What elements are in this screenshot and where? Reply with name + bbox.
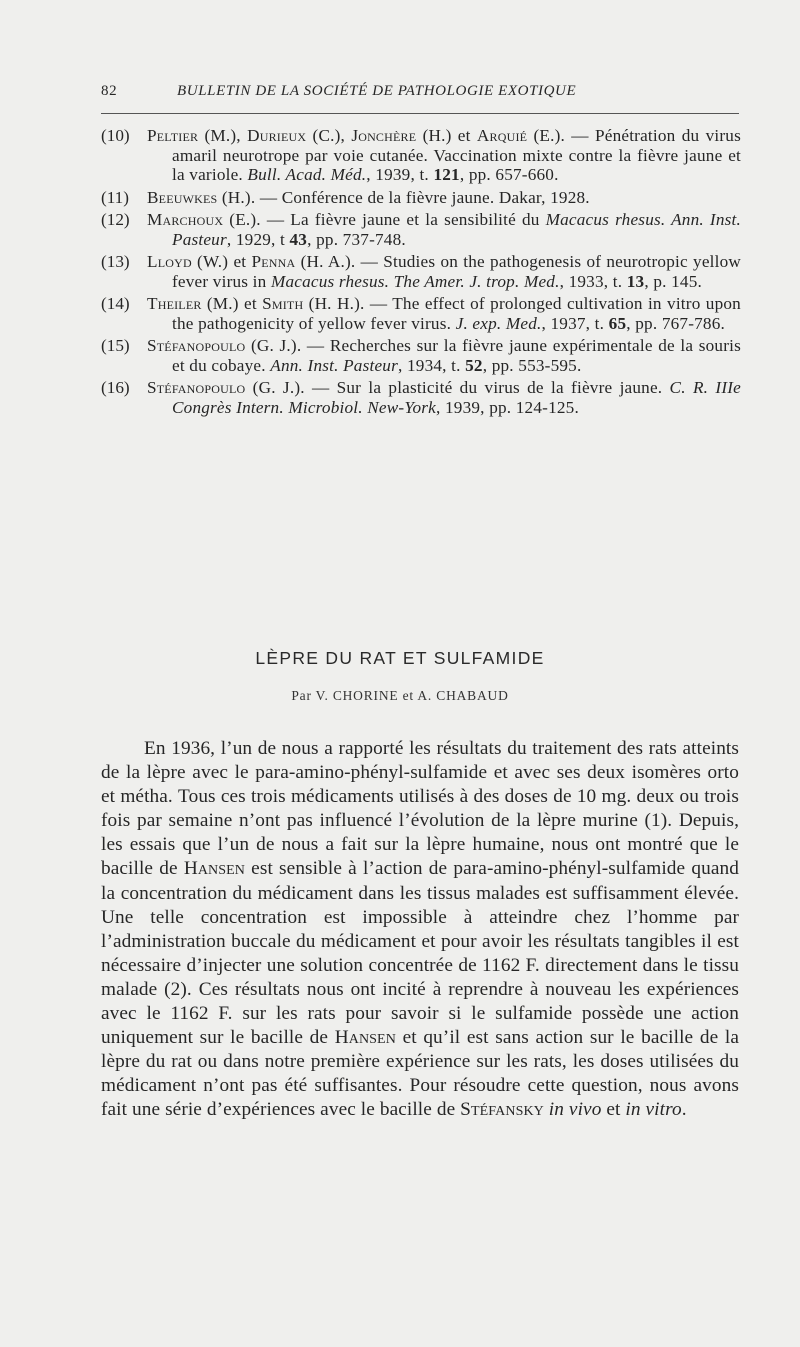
reference-item bbox=[101, 252, 741, 291]
reference-item bbox=[101, 126, 741, 185]
author-initials: (H. H.). — bbox=[303, 294, 393, 313]
body-text: . bbox=[681, 1099, 687, 1121]
reference-title: La fièvre jaune et la sensibilité du bbox=[290, 210, 546, 229]
reference-number: (11) bbox=[101, 187, 129, 207]
author-name: Jonchère bbox=[351, 126, 417, 145]
author-name: Peltier bbox=[147, 126, 199, 145]
author-initials: (G. J.). — bbox=[245, 336, 330, 355]
author-initials: (G. J.). — bbox=[245, 378, 337, 397]
reference-text bbox=[147, 378, 741, 417]
reference-year: , 1933, t. bbox=[559, 271, 627, 291]
author-name: Marchoux bbox=[147, 210, 224, 229]
reference-journal: Ann. Inst. Pasteur bbox=[270, 355, 398, 375]
proper-name: Stéfansky bbox=[460, 1099, 544, 1121]
reference-number: (16) bbox=[101, 378, 130, 397]
reference-text bbox=[147, 126, 741, 185]
reference-journal: J. exp. Med. bbox=[455, 313, 542, 333]
reference-title: The effect of prolonged cultivation in vitro upon the pathogenicity of yellow fever virus. bbox=[172, 294, 741, 333]
reference-item bbox=[101, 294, 741, 333]
reference-text bbox=[147, 294, 741, 333]
reference-pages: , p. 145. bbox=[644, 271, 702, 291]
reference-pages: , pp. 767-786. bbox=[626, 313, 726, 333]
reference-list bbox=[101, 126, 741, 420]
reference-title: Conférence de la fièvre jaune. Dakar, 1928. bbox=[281, 187, 590, 207]
article-title: LÈPRE DU RAT ET SULFAMIDE bbox=[255, 648, 545, 668]
reference-volume: 65 bbox=[608, 313, 627, 333]
body-text: est sensible à l’action de para-amino-phényl-sulfamide quand la concentration du médicament dans les tissus malades est suffisamment élevée. Une telle concentration est impossible à atteindre chez l’homme par l’administration buccale du médicament et pour avoir les résultats tangibles il est nécessaire d’injecter une solution concentrée de 1162 F. directement dans le tissu malade (2). Ces résultats nous ont incité à reprendre à nouveau les expériences avec le 1162 F. sur les rats pour savoir si le sulfamide possède une action uniquement sur le bacille de bbox=[101, 858, 739, 1049]
reference-text bbox=[147, 252, 741, 291]
author-name: Arquié bbox=[476, 126, 528, 145]
reference-number: (14) bbox=[101, 294, 130, 313]
reference-year: , 1939, bbox=[436, 397, 490, 417]
reference-year: , 1934, t. bbox=[397, 355, 466, 375]
reference-year: , 1937, t. bbox=[541, 313, 609, 333]
author-name: Lloyd bbox=[147, 252, 192, 271]
header-rule bbox=[101, 113, 739, 114]
reference-pages: , pp. 737-748. bbox=[307, 229, 406, 249]
author-initials: (E.). — bbox=[527, 126, 595, 145]
article-byline: Par V. CHORINE et A. CHABAUD bbox=[291, 688, 509, 703]
author-initials: (W.) et bbox=[191, 252, 252, 271]
reference-text bbox=[147, 336, 741, 375]
author-name: Penna bbox=[251, 252, 296, 271]
author-initials: (M.), bbox=[198, 126, 248, 145]
reference-volume: 121 bbox=[433, 165, 460, 184]
page-number: 82 bbox=[101, 83, 118, 99]
reference-text bbox=[147, 187, 741, 208]
italic-term: in vivo bbox=[548, 1099, 602, 1121]
author-name: Theiler bbox=[147, 294, 202, 313]
author-initials: (H.) et bbox=[416, 126, 477, 145]
reference-title: Sur la plasticité du virus de la fièvre jaune. bbox=[336, 378, 670, 397]
author-initials: (E.). — bbox=[223, 210, 291, 229]
reference-pages: , pp. 657-660. bbox=[459, 165, 559, 184]
reference-journal: Macacus rhesus. The Amer. J. trop. Med. bbox=[270, 271, 560, 291]
reference-item bbox=[101, 210, 741, 249]
reference-pages: pp. 124-125. bbox=[489, 397, 579, 417]
body-text: et bbox=[601, 1099, 626, 1121]
italic-term: in vitro bbox=[625, 1099, 682, 1121]
reference-volume: 52 bbox=[465, 355, 483, 375]
author-name: Smith bbox=[262, 294, 304, 313]
reference-item bbox=[101, 336, 741, 375]
reference-title: Pénétration du virus amaril neurotrope par voie cutanée. Vaccination mixte contre la fièvre jaune et la variole. bbox=[172, 126, 741, 184]
reference-year: , 1929, t bbox=[226, 229, 290, 249]
reference-journal: C. R. IIIe Congrès Intern. Microbiol. New-York bbox=[172, 378, 741, 417]
reference-text bbox=[147, 210, 741, 249]
proper-name: Hansen bbox=[334, 1027, 396, 1049]
reference-year: , 1939, t. bbox=[366, 165, 434, 184]
body-text: En 1936, l’un de nous a rapporté les résultats du traitement des rats atteints de la lèpre avec le para-amino-phényl-sulfamide et avec ses deux isomères orto et méthа. Tous ces trois médicaments utilisés à des doses de 10 mg. deux ou trois fois par semaine n’ont pas influencé l’évolution de la lèpre murine (1). Depuis, les essais que l’un de nous a fait sur la lèpre humaine, nous ont montré que le bacille de bbox=[101, 738, 739, 880]
reference-volume: 13 bbox=[626, 271, 645, 291]
author-name: Durieux bbox=[247, 126, 307, 145]
running-header bbox=[101, 83, 739, 105]
reference-journal: Bull. Acad. Méd. bbox=[247, 165, 367, 184]
reference-volume: 43 bbox=[289, 229, 308, 249]
article-body bbox=[101, 737, 739, 1123]
author-name: Stéfanopoulo bbox=[147, 378, 246, 397]
reference-item bbox=[101, 188, 741, 208]
reference-number: (15) bbox=[101, 336, 130, 355]
proper-name: Hansen bbox=[183, 858, 246, 880]
reference-title: Studies on the pathogenesis of neurotropic yellow fever virus in bbox=[172, 252, 741, 291]
reference-pages: , pp. 553-595. bbox=[482, 355, 582, 375]
reference-title: Recherches sur la fièvre jaune expérimentale de la souris et du cobaye. bbox=[172, 336, 741, 375]
reference-journal: Macacus rhesus. Ann. Inst. Pasteur bbox=[172, 210, 741, 249]
reference-number: (13) bbox=[101, 252, 130, 271]
author-initials: (C.), bbox=[306, 126, 352, 145]
journal-title: BULLETIN DE LA SOCIÉTÉ DE PATHOLOGIE EXOTIQUE bbox=[177, 83, 577, 99]
author-initials: (H.). — bbox=[217, 187, 282, 207]
author-initials: (H. A.). — bbox=[295, 252, 384, 271]
reference-number: (12) bbox=[101, 210, 130, 229]
body-paragraph bbox=[101, 737, 739, 1123]
author-name: Stéfanopoulo bbox=[147, 336, 246, 355]
author-initials: (M.) et bbox=[201, 294, 263, 313]
body-text: et qu’il est sans action sur le bacille de la lèpre du rat ou dans notre première expérience sur les rats, les doses utilisées du médicament n’ont pas été suffisantes. Pour résoudre cette question, nous avons fait une série d’expériences avec le bacille de bbox=[101, 1027, 739, 1121]
reference-item bbox=[101, 378, 741, 417]
reference-number: (10) bbox=[101, 126, 130, 145]
author-name: Beeuwkes bbox=[147, 187, 218, 207]
